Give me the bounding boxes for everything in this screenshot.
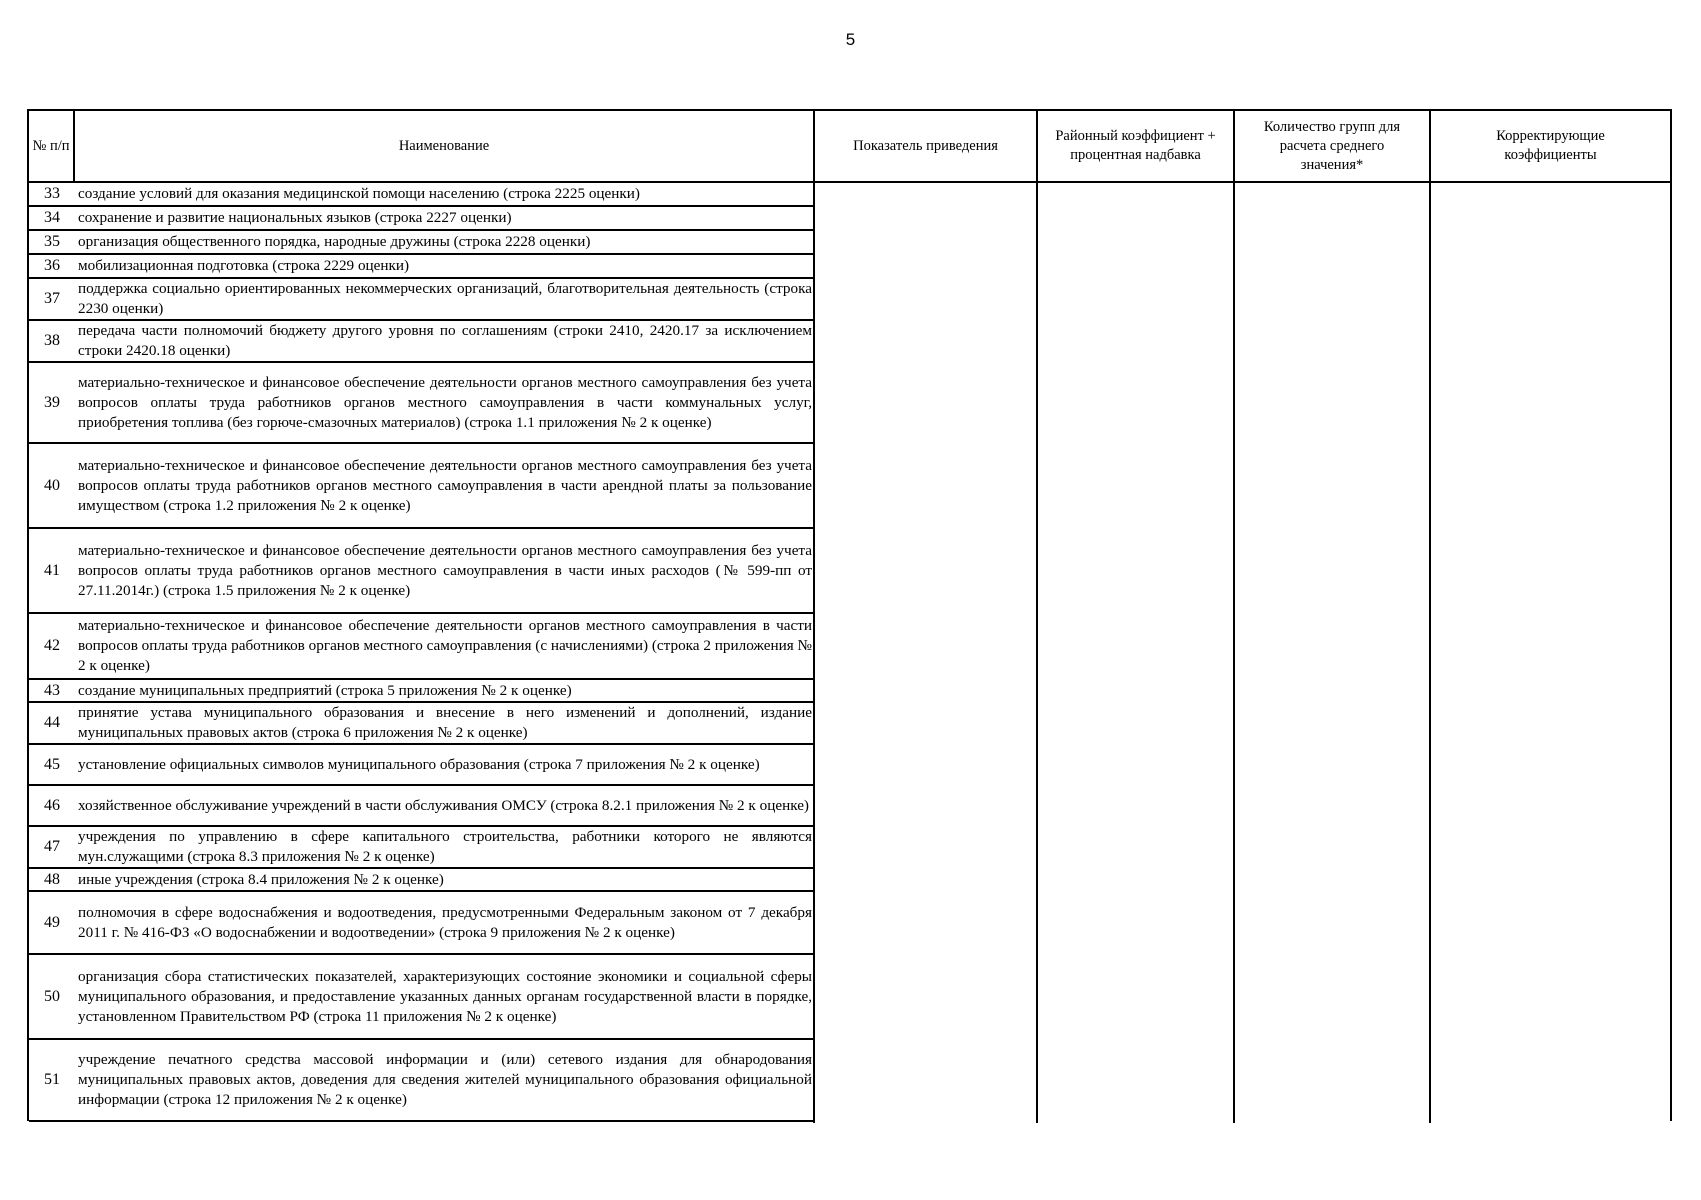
column-divider	[1233, 111, 1235, 1123]
row-number: 38	[44, 332, 60, 349]
row-name: установление официальных символов муниципального образования (строка 7 приложения № 2 к оценке)	[78, 755, 760, 773]
row-name: материально-техническое и финансовое обеспечение деятельности органов местного самоуправления без учета вопросов оплаты труда работников органов местного самоуправления в части арендной платы за пользование имуществом (строка 1.2 приложения № 2 к оценке)	[78, 456, 812, 514]
row-name: передача части полномочий бюджету другого уровня по соглашениям (строки 2410, 2420.17 за исключением строки 2420.18 оценки)	[78, 322, 812, 359]
table-row	[29, 786, 815, 827]
row-name: сохранение и развитие национальных языков (строка 2227 оценки)	[78, 209, 512, 226]
row-name: создание условий для оказания медицинской помощи населению (строка 2225 оценки)	[78, 185, 640, 202]
row-number: 37	[44, 290, 60, 307]
table-row	[29, 321, 815, 363]
row-name: организация общественного порядка, народные дружины (строка 2228 оценки)	[78, 233, 591, 250]
table-row	[29, 279, 815, 321]
row-name: поддержка социально ориентированных некоммерческих организаций, благотворительная деятельность (строка 2230 оценки)	[78, 280, 812, 317]
row-number: 46	[44, 796, 60, 814]
row-number: 42	[44, 637, 60, 654]
row-number: 45	[44, 755, 60, 773]
row-number: 47	[44, 838, 60, 855]
page-number: 5	[845, 30, 856, 49]
table-row	[29, 1040, 815, 1122]
row-name: хозяйственное обслуживание учреждений в части обслуживания ОМСУ (строка 8.2.1 приложения № 2 к оценке)	[78, 796, 809, 814]
row-number: 48	[44, 870, 60, 888]
header-num: № п/п	[32, 137, 70, 154]
row-name: материально-техническое и финансовое обеспечение деятельности органов местного самоуправления без учета вопросов оплаты труда работников органов местного самоуправления в части коммунальных услуг, приобретения топлива (без горюче-смазочных материалов) (строка 1.1 приложения № 2 к оценке)	[78, 373, 812, 431]
row-number: 36	[44, 257, 60, 274]
table-row	[29, 183, 815, 207]
table-row	[29, 363, 815, 444]
row-number: 33	[44, 185, 60, 202]
row-name: учреждения по управлению в сфере капитального строительства, работники которого не являются мун.служащими (строка 8.3 приложения № 2 к оценке)	[78, 828, 812, 865]
table-row	[29, 745, 815, 786]
row-number: 43	[44, 681, 60, 699]
row-number: 51	[44, 1071, 60, 1088]
header-coefficient: Районный коэффициент + процентная надбавка	[1055, 128, 1216, 163]
row-number: 49	[44, 913, 60, 931]
row-number: 34	[44, 209, 60, 226]
table-row	[29, 529, 815, 614]
header-groups: Количество групп для расчета среднего значения*	[1263, 118, 1401, 173]
table-row	[29, 680, 815, 703]
header-indicator: Показатель приведения	[853, 137, 998, 154]
header-correction: Корректирующие коэффициенты	[1496, 128, 1605, 163]
table-row	[29, 827, 815, 869]
table-row	[29, 869, 815, 892]
row-name: организация сбора статистических показателей, характеризующих состояние экономики и социальной сферы муниципального образования, и предоставление указанных данных органам государственной власти в порядке, установленном Правительством РФ (строка 11 приложения № 2 к оценке)	[78, 967, 812, 1025]
table-row	[29, 955, 815, 1040]
data-table	[27, 109, 1672, 1121]
table-row	[29, 255, 815, 279]
table-row	[29, 614, 815, 680]
column-divider	[1036, 111, 1038, 1123]
row-number: 35	[44, 233, 60, 250]
column-divider	[1429, 111, 1431, 1123]
table-body	[29, 183, 815, 1122]
row-name: учреждение печатного средства массовой информации и (или) сетевого издания для обнародования муниципальных правовых актов, доведения для сведения жителей муниципального образования официальной информации (строка 12 приложения № 2 к оценке)	[78, 1051, 812, 1108]
table-row	[29, 892, 815, 955]
row-number: 40	[44, 476, 60, 494]
row-number: 50	[44, 987, 60, 1005]
table-row	[29, 207, 815, 231]
table-row	[29, 444, 815, 529]
row-name: принятие устава муниципального образования и внесение в него изменений и дополнений, издание муниципальных правовых актов (строка 6 приложения № 2 к оценке)	[78, 704, 812, 741]
row-name: полномочия в сфере водоснабжения и водоотведения, предусмотренными Федеральным законом от 7 декабря 2011 г. № 416-ФЗ «О водоснабжении и водоотведении» (строка 9 приложения № 2 к оценке)	[78, 903, 812, 941]
table-header	[29, 111, 1670, 183]
row-name: материально-техническое и финансовое обеспечение деятельности органов местного самоуправления без учета вопросов оплаты труда работников органов местного самоуправления в части иных расходов (№ 599-пп от 27.11.2014г.) (строка 1.5 приложения № 2 к оценке)	[78, 541, 812, 599]
row-number: 41	[44, 561, 60, 579]
row-name: иные учреждения (строка 8.4 приложения № 2 к оценке)	[78, 870, 444, 888]
row-name: мобилизационная подготовка (строка 2229 оценки)	[78, 257, 410, 274]
row-name: создание муниципальных предприятий (строка 5 приложения № 2 к оценке)	[78, 681, 572, 699]
row-number: 39	[44, 393, 60, 411]
row-name: материально-техническое и финансовое обеспечение деятельности органов местного самоуправления в части вопросов оплаты труда работников органов местного самоуправления (с начислениями) (строка 2 приложения № 2 к оценке)	[78, 617, 812, 674]
header-name: Наименование	[398, 137, 490, 154]
row-number: 44	[44, 714, 60, 731]
table-row	[29, 231, 815, 255]
table-row	[29, 703, 815, 745]
